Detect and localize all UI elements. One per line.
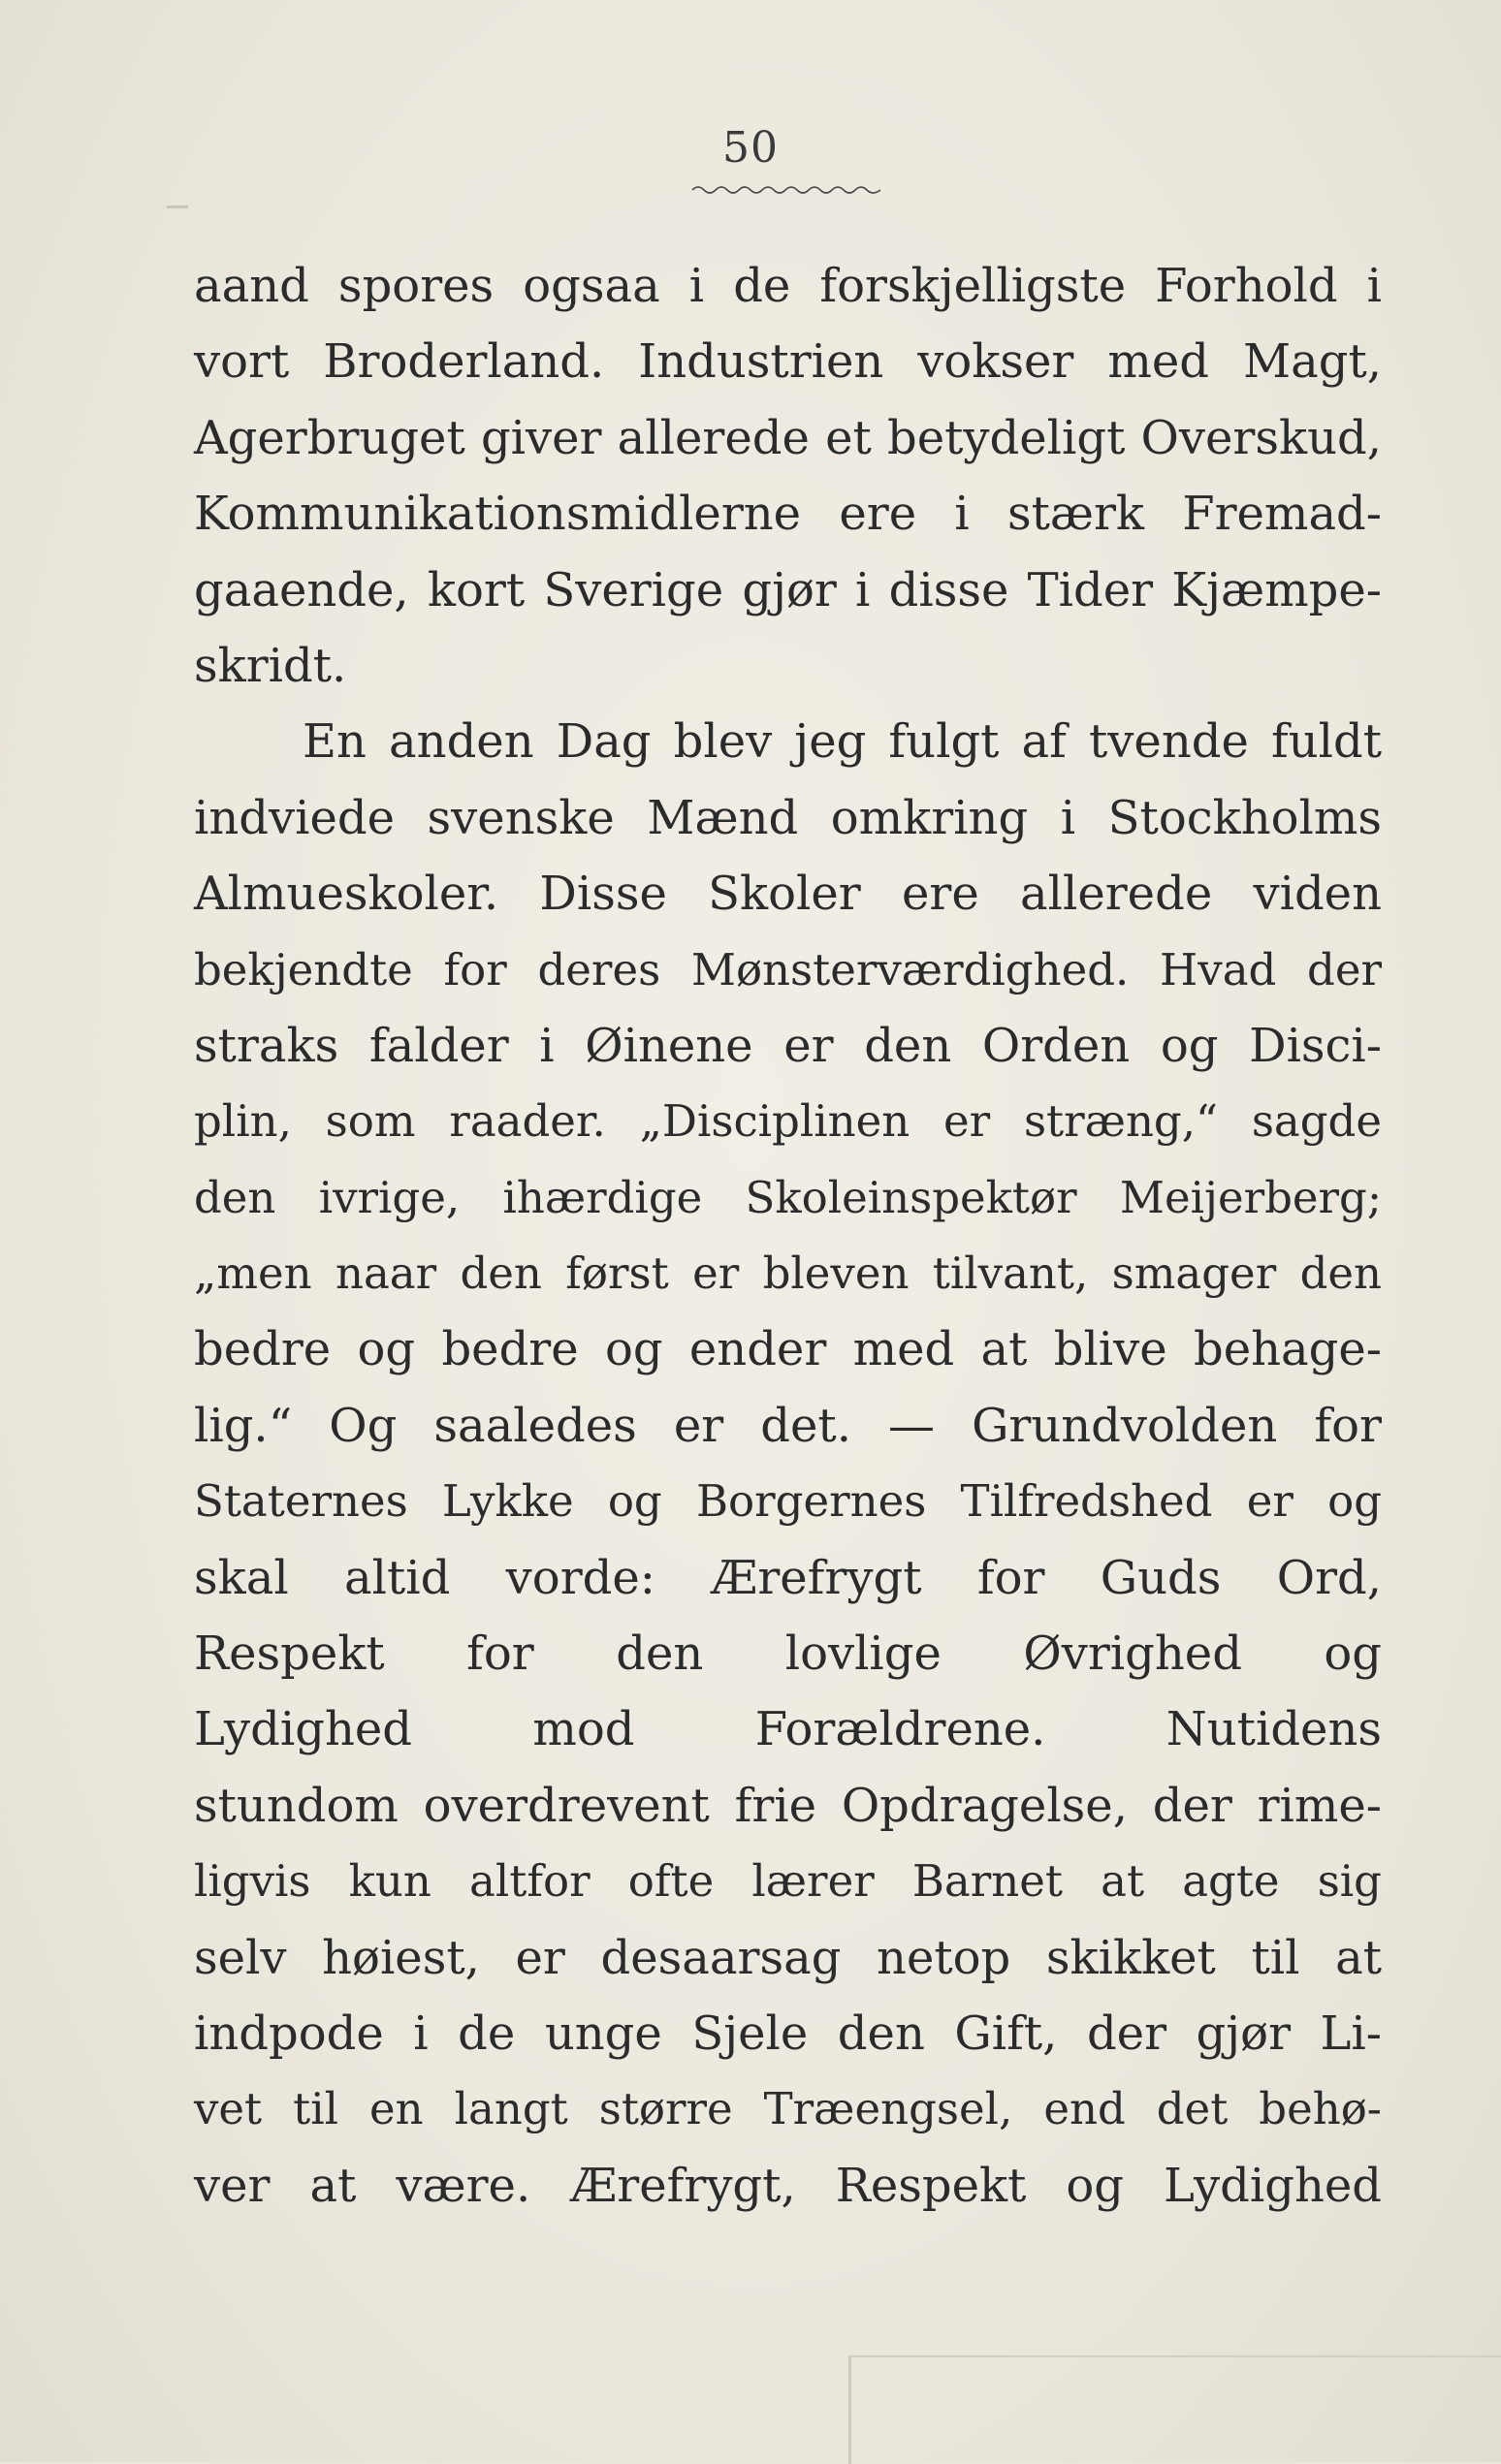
text-line: Agerbruget giver allerede et betydeligt Overskud, [194, 410, 1382, 465]
text-line: Almueskoler. Disse Skoler ere allerede viden [194, 867, 1382, 922]
body-text [194, 248, 1382, 2224]
text-line: ver at være. Ærefrygt, Respekt og Lydighed [194, 2158, 1382, 2213]
text-line: gaaende, kort Sverige gjør i disse Tider Kjæmpe- [194, 562, 1382, 617]
text-line: vort Broderland. Industrien vokser med Magt, [194, 334, 1382, 390]
text-line: aand spores ogsaa i de forskjelligste Forhold i [194, 259, 1382, 313]
text-line: Respekt for den lovlige Øvrighed og [194, 1627, 1382, 1682]
wavy-rule-ornament [690, 182, 884, 198]
text-line: bekjendte for deres Mønsterværdighed. Hvad der [194, 943, 1382, 995]
text-line: indpode i de unge Sjele den Gift, der gjør Li- [194, 2006, 1382, 2061]
page-number: 50 [722, 123, 779, 173]
text-line: bedre og bedre og ender med at blive behage- [194, 1322, 1382, 1377]
text-line: Lydighed mod Forældrene. Nutidens [194, 1702, 1382, 1757]
text-line: indviede svenske Mænd omkring i Stockholms [194, 790, 1382, 845]
text-line: skridt. [194, 638, 347, 693]
text-line: „men naar den først er bleven tilvant, smager den [194, 1248, 1382, 1300]
text-line: vet til en langt større Træengsel, end det behø- [194, 2083, 1382, 2135]
text-line: den ivrige, ihærdige Skoleinspektør Meijerberg; [194, 1171, 1382, 1223]
page-edge-mark [848, 2355, 1501, 2464]
text-line: selv høiest, er desaarsag netop skikket til at [194, 1930, 1382, 1985]
text-line: plin, som raader. „Disciplinen er stræng,“ sagde [194, 1095, 1382, 1148]
margin-mark [167, 205, 188, 208]
text-line: En anden Dag blev jeg fulgt af tvende fuldt [303, 714, 1382, 770]
text-line: Staternes Lykke og Borgernes Tilfredshed er og [194, 1475, 1382, 1528]
text-line: Kommunikationsmidlerne ere i stærk Fremad- [194, 487, 1382, 542]
text-line: skal altid vorde: Ærefrygt for Guds Ord, [194, 1550, 1382, 1605]
text-line: ligvis kun altfor ofte lærer Barnet at agte sig [194, 1855, 1382, 1908]
text-line: straks falder i Øinene er den Orden og Disci- [194, 1018, 1382, 1073]
text-line: stundom overdrevent frie Opdragelse, der rime- [194, 1778, 1382, 1833]
text-line: lig.“ Og saaledes er det. — Grundvolden for [194, 1398, 1382, 1453]
